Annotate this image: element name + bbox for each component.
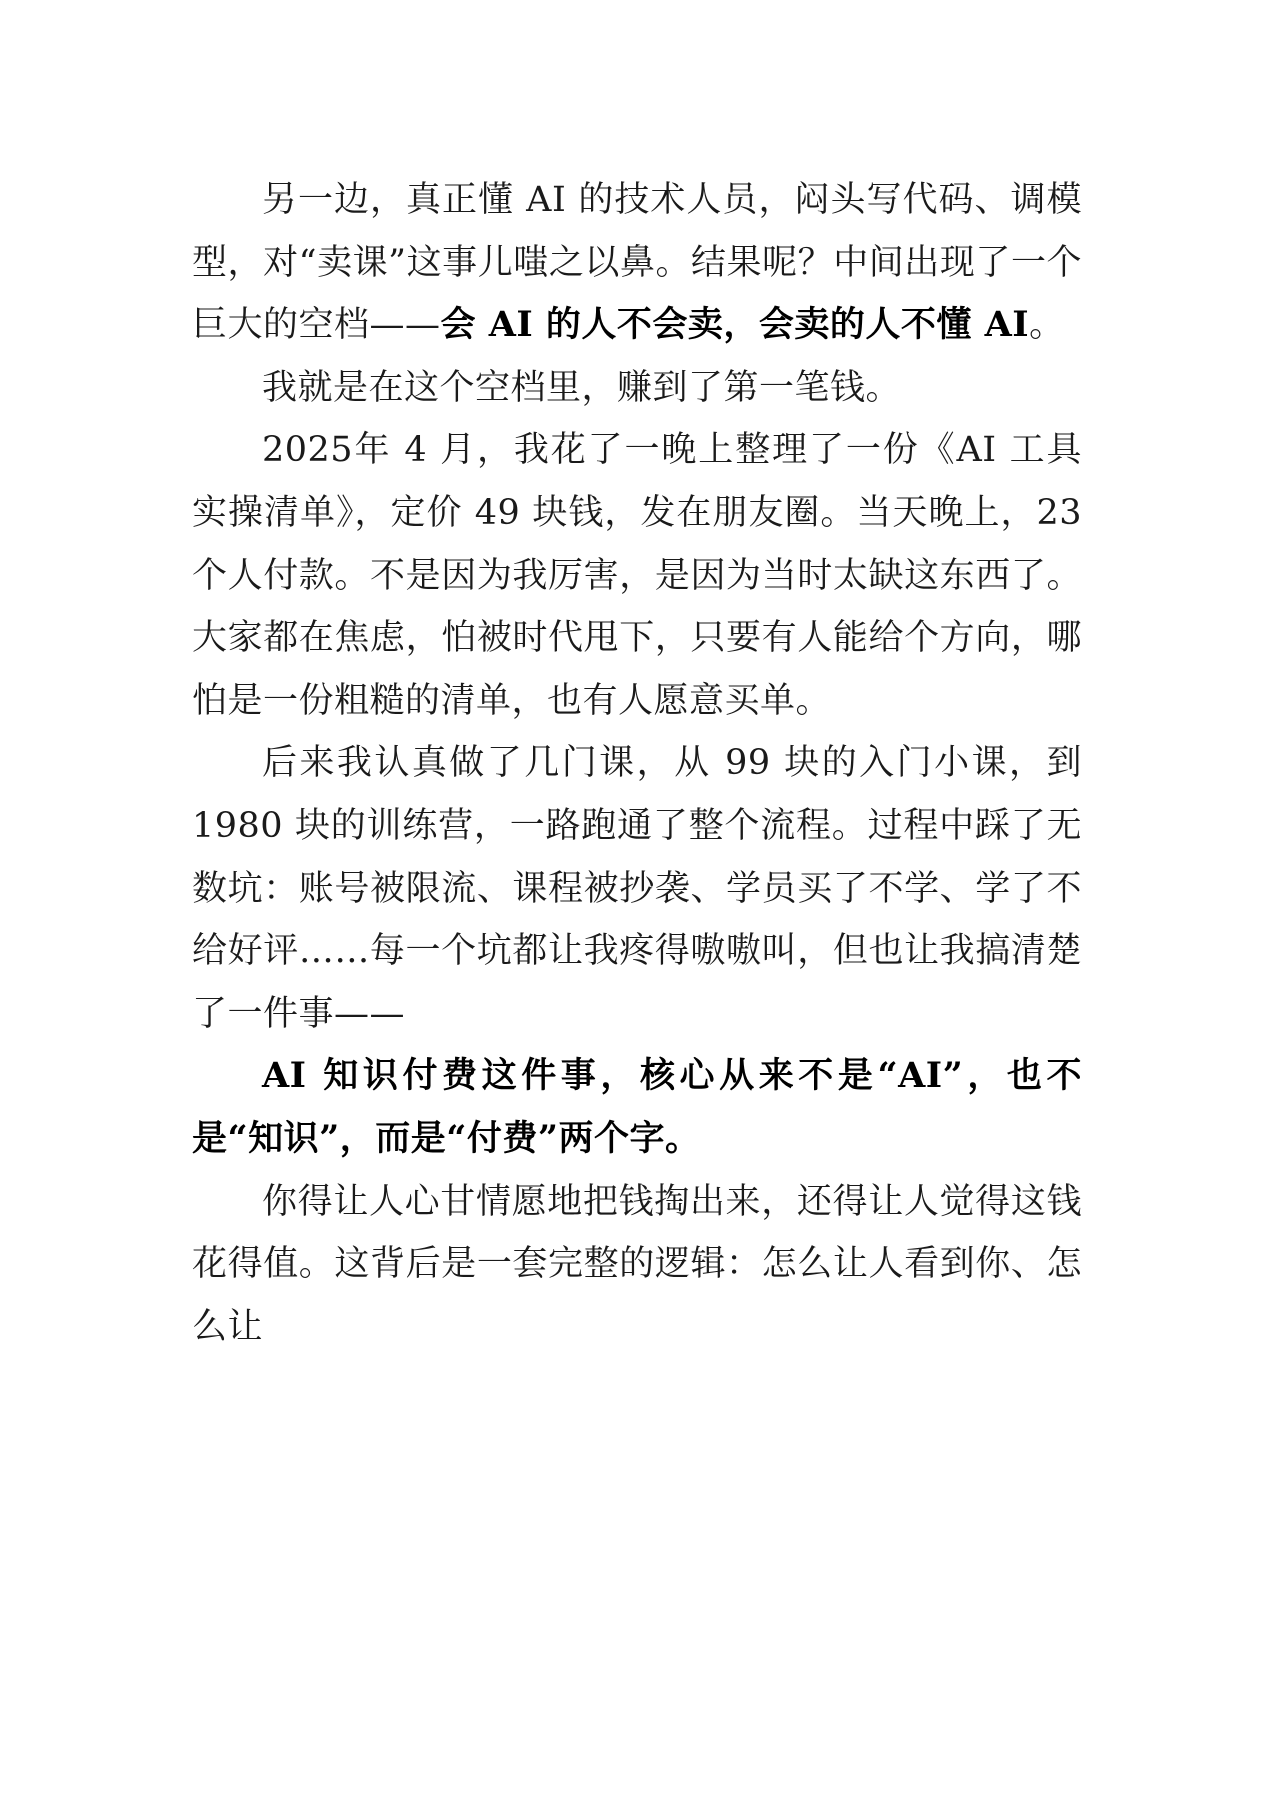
paragraph-3-text: 2025年 4 月，我花了一晚上整理了一份《AI 工具实操清单》，定价 49 块钱，发在朋友圈。当天晚上，23 个人付款。不是因为我厉害，是因为当时太缺这东西了。大家都在焦虑，怕被时代甩下，只要有人能给个方向，哪怕是一份粗糙的清单，也有人愿意买单。 xyxy=(192,430,1082,721)
paragraph-4 xyxy=(192,732,1082,1045)
paragraph-1-text: 另一边，真正懂 AI 的技术人员，闷头写代码、调模型，对“卖课”这事儿嗤之以鼻。结果呢？中间出现了一个巨大的空档—— xyxy=(192,180,1082,346)
paragraph-1 xyxy=(192,169,1082,357)
paragraph-5-emphasis xyxy=(192,1045,1082,1170)
paragraph-6 xyxy=(192,1171,1082,1359)
paragraph-1-period: 。 xyxy=(1029,305,1065,346)
paragraph-2-text: 我就是在这个空档里，赚到了第一笔钱。 xyxy=(262,367,902,408)
paragraph-2 xyxy=(192,357,1082,420)
paragraph-1-bold-phrase: 会 AI 的人不会卖，会卖的人不懂 AI xyxy=(440,304,1030,346)
paragraph-4-text: 后来我认真做了几门课，从 99 块的入门小课，到 1980 块的训练营，一路跑通了整个流程。过程中踩了无数坑：账号被限流、课程被抄袭、学员买了不学、学了不给好评……每一个坑都让我疼得嗷嗷叫，但也让我搞清楚了一件事—— xyxy=(192,743,1082,1034)
body-text xyxy=(192,169,1082,1358)
paragraph-3 xyxy=(192,419,1082,732)
paragraph-5-text: AI 知识付费这件事，核心从来不是“AI”，也不是“知识”，而是“付费”两个字。 xyxy=(192,1055,1082,1159)
paragraph-6-text: 你得让人心甘情愿地把钱掏出来，还得让人觉得这钱花得值。这背后是一套完整的逻辑：怎么让人看到你、怎么让 xyxy=(192,1181,1082,1347)
